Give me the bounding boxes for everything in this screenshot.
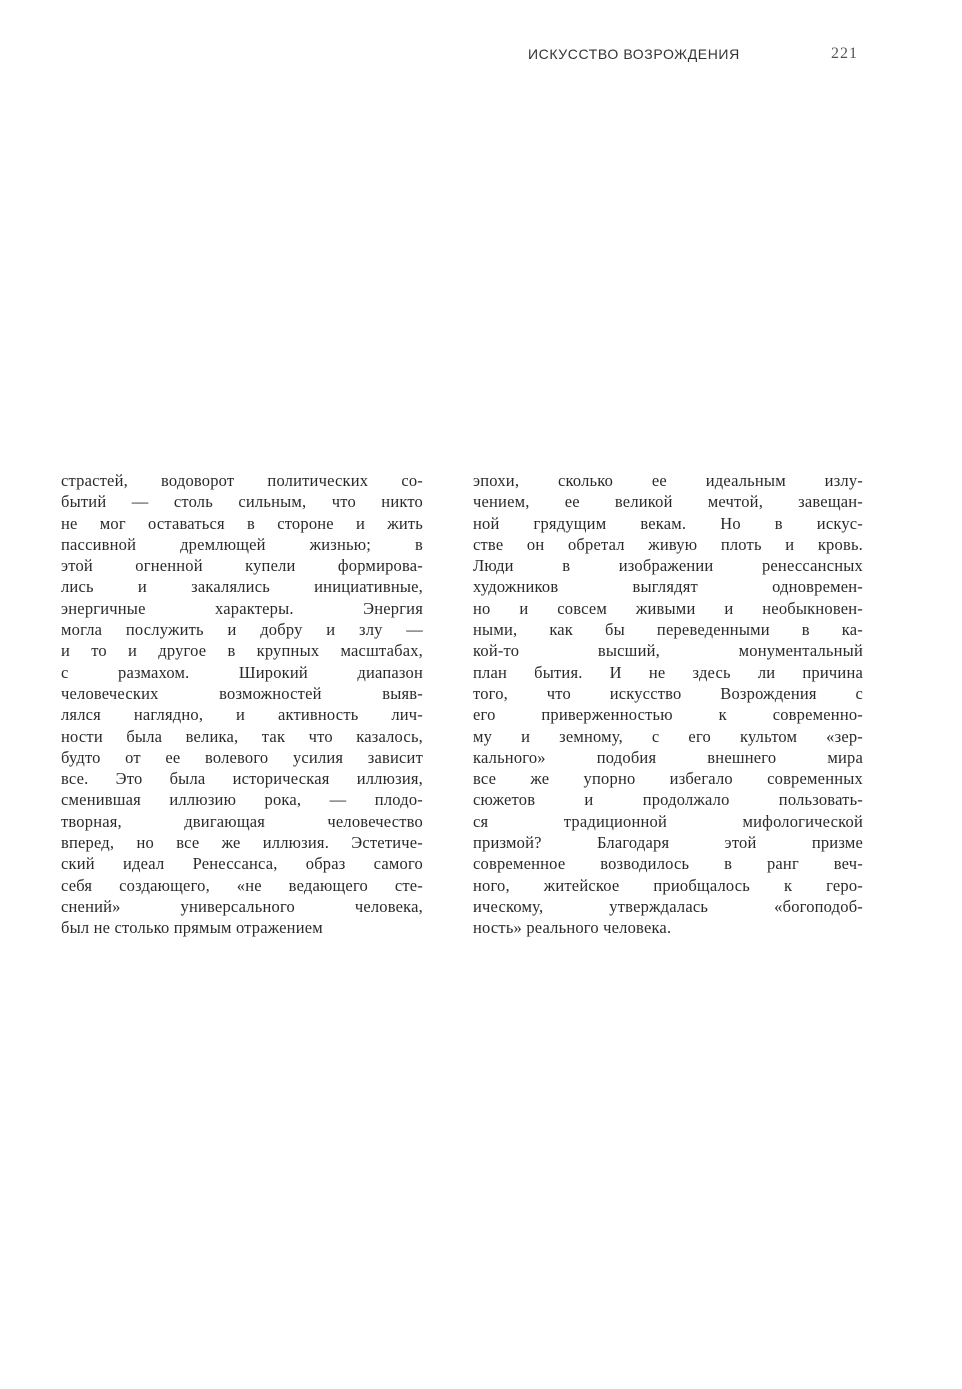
text-line: ся традиционной мифологической [473,811,863,831]
text-line: страстей, водоворот политических со- [61,471,423,490]
text-line: лись и закалялись инициативные, [61,577,423,597]
text-line: ическому, утверждалась «богоподоб- [473,896,863,916]
text-line: эпохи, сколько ее идеальным излу- [473,471,863,490]
left-text-column [61,470,423,939]
text-line: ного, житейское приобщалось к геро- [473,875,863,895]
text-line: творная, двигающая человечество [61,811,423,831]
text-line: все. Это была историческая иллюзия, [61,769,423,789]
text-line: его приверженностью к современно- [473,705,863,725]
text-line: все же упорно избегало современных [473,769,863,789]
text-line: план бытия. И не здесь ли причина [473,662,863,682]
text-line: художников выглядят одновремен- [473,577,863,597]
text-line: кой-то высший, монументальный [473,641,863,661]
running-head [0,46,962,70]
text-line: человеческих возможностей выяв- [61,683,423,703]
text-line: чением, ее великой мечтой, завещан- [473,492,863,512]
text-line: с размахом. Широкий диапазон [61,662,423,682]
text-line: призмой? Благодаря этой призме [473,833,863,853]
text-line: лялся наглядно, и активность лич- [61,705,423,725]
text-line: сменившая иллюзию рока, — плодо- [61,790,423,810]
text-line: себя создающего, «не ведающего сте- [61,875,423,895]
text-line: снений» универсального человека, [61,896,423,916]
text-line: пассивной дремлющей жизнью; в [61,534,423,554]
text-line: ности была велика, так что казалось, [61,726,423,746]
text-line: будто от ее волевого усилия зависит [61,747,423,767]
text-line: кального» подобия внешнего мира [473,747,863,767]
text-line: Люди в изображении ренессансных [473,556,863,576]
page-number: 221 [831,45,858,62]
text-line: му и земному, с его культом «зер- [473,726,863,746]
text-line: ность» реального человека. [473,918,672,938]
text-line: ский идеал Ренессанса, образ самого [61,854,423,874]
text-line: не мог оставаться в стороне и жить [61,513,423,533]
text-line: ной грядущим векам. Но в искус- [473,513,863,533]
text-line: стве он обретал живую плоть и кровь. [473,534,863,554]
text-line: сюжетов и продолжало пользовать- [473,790,863,810]
text-line: этой огненной купели формирова- [61,556,423,576]
text-line: и то и другое в крупных масштабах, [61,641,423,661]
text-line: ными, как бы переведенными в ка- [473,620,863,640]
text-line: могла послужить и добру и злу — [61,620,423,640]
text-line: вперед, но все же иллюзия. Эстетиче- [61,833,423,853]
text-line: был не столько прямым отражением [61,918,323,938]
running-title: ИСКУССТВО ВОЗРОЖДЕНИЯ [528,46,740,62]
text-line: современное возводилось в ранг веч- [473,854,863,874]
right-text-column [473,470,863,939]
text-line: энергичные характеры. Энергия [61,598,423,618]
text-line: бытий — столь сильным, что никто [61,492,423,512]
text-line: того, что искусство Возрождения с [473,683,863,703]
text-line: но и совсем живыми и необыкновен- [473,598,863,618]
